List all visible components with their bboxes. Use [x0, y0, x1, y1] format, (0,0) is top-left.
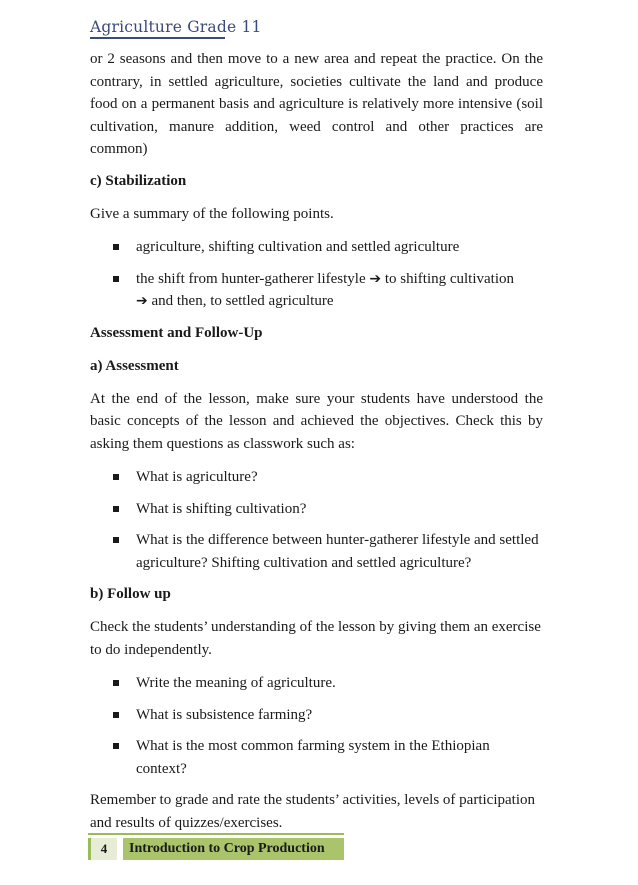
list-item — [90, 268, 543, 313]
list-item — [90, 236, 543, 259]
list-item: What is shifting cultivation? — [90, 498, 543, 521]
assessment-follow-up-heading: Assessment and Follow-Up — [90, 324, 263, 341]
intro-paragraph: or 2 seasons and then move to a new area and repeat the practice. On the contrary, in settled agriculture, societies cultivate the land and produce food on a permanent basis and agriculture is relatively more intensive (soil cultivation, manure addition, weed control and other practices are common) — [90, 51, 543, 157]
list-item: What is the difference between hunter-gatherer lifestyle and settled agriculture? Shifting cultivation and settled agriculture? — [90, 529, 543, 574]
page-footer — [88, 833, 344, 860]
list-item: What is agriculture? — [90, 466, 543, 489]
right-arrow-icon: ➔ — [136, 293, 148, 309]
stabilization-instruction: Give a summary of the following points. — [90, 205, 334, 222]
right-arrow-icon: ➔ — [369, 270, 382, 287]
list-item: What is the most common farming system in the Ethiopian context? — [90, 735, 543, 780]
list-item: Write the meaning of agriculture. — [90, 672, 543, 695]
follow-up-text: Check the students’ understanding of the lesson by giving them an exercise to do independently. — [90, 619, 541, 658]
list-item: What is subsistence farming? — [90, 704, 543, 727]
stabilization-heading: c) Stabilization — [90, 172, 187, 189]
list-item-text: the shift from hunter-gatherer lifestyle — [136, 270, 366, 287]
list-item-text: to shifting cultivation — [384, 270, 515, 287]
page-number: 4 — [88, 838, 117, 860]
stabilization-list — [90, 236, 543, 313]
closing-text: Remember to grade and rate the students’ activities, levels of participation and results of quizzes/exercises. — [90, 792, 535, 831]
header-underline — [90, 37, 225, 39]
assessment-list — [90, 466, 543, 574]
follow-up-heading: b) Follow up — [90, 586, 171, 602]
list-item-text: and then, to settled agriculture — [151, 293, 334, 309]
page-header — [90, 18, 262, 39]
footer-rule — [88, 833, 344, 835]
follow-up-list — [90, 672, 543, 780]
list-item-text: agriculture, shifting cultivation and settled agriculture — [136, 239, 460, 255]
assessment-text: At the end of the lesson, make sure your students have understood the basic concepts of the lesson and achieved the objectives. Check this by asking them questions as classwork such as: — [90, 390, 543, 452]
assessment-heading: a) Assessment — [90, 357, 179, 374]
header-title: Agriculture Grade 11 — [90, 18, 262, 36]
footer-title: Introduction to Crop Production — [123, 838, 344, 860]
page-content — [90, 48, 543, 834]
